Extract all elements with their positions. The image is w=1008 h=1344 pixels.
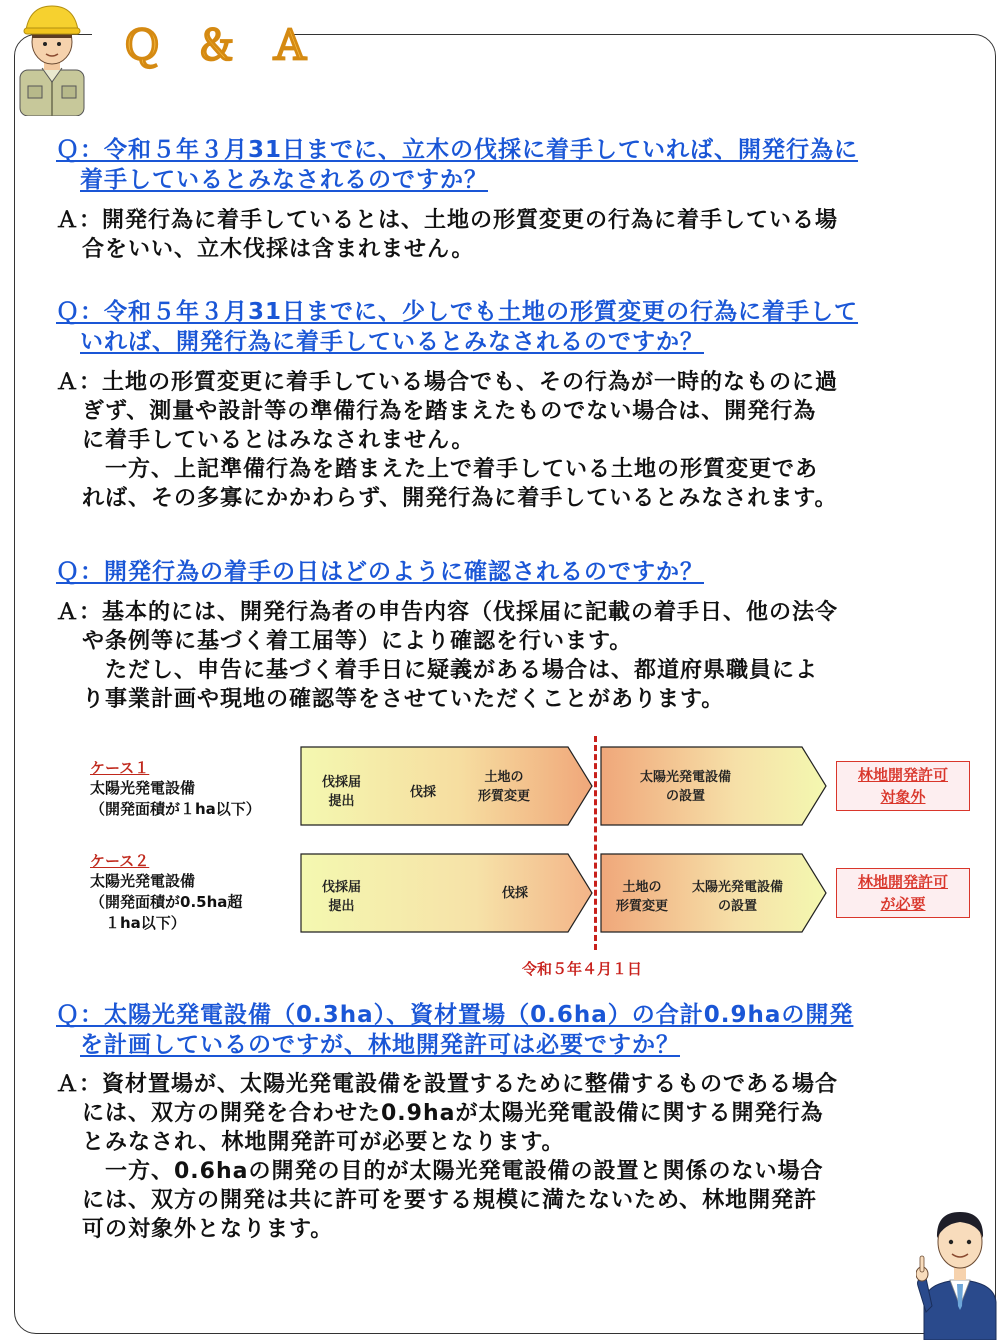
step-solar-install: 太陽光発電設備 の設置 — [692, 880, 784, 914]
answer-line: り事業計画や現地の確認等をさせていただくことがあります。 — [82, 687, 725, 712]
businessman-illustration — [916, 1194, 1002, 1340]
question-4 — [56, 1000, 966, 1060]
step-felling-notice: 伐採届 提出 — [322, 880, 362, 914]
question-line: Ｑ：令和５年３月31日までに、立木の伐採に着手していれば、開発行為に — [56, 137, 859, 163]
question-line: を計画しているのですが、林地開発許可は必要ですか？ — [80, 1032, 680, 1058]
case2-label: ケース２ — [90, 852, 150, 870]
answer-line: ぎず、測量や設計等の準備行為を踏まえたものでない場合は、開発行為 — [82, 399, 817, 424]
result-line: が必要 — [880, 895, 926, 913]
answer-line: Ａ：基本的には、開発行為者の申告内容（伐採届に記載の着手日、他の法令 — [56, 600, 839, 625]
answer-2 — [56, 368, 966, 513]
cutoff-date-label: 令和５年４月１日 — [522, 960, 643, 978]
step-felling: 伐採 — [410, 785, 437, 800]
step-land-alteration: 土地の 形質変更 — [616, 880, 669, 914]
case-desc-line: １ha以下） — [90, 914, 186, 932]
case1-description — [90, 778, 261, 820]
page-title: Ｑ ＆ Ａ — [122, 23, 320, 69]
answer-line: には、双方の開発を合わせた0.9haが太陽光発電設備に関する開発行為 — [82, 1101, 824, 1126]
answer-line: ただし、申告に基づく着手日に疑義がある場合は、都道府県職員によ — [82, 658, 819, 683]
question-2 — [56, 297, 966, 357]
result-line: 対象外 — [880, 788, 926, 806]
case1-result-badge — [836, 761, 970, 811]
question-line: Ｑ：太陽光発電設備（0.3ha）、資材置場（0.6ha）の合計0.9haの開発 — [56, 1002, 854, 1028]
answer-3 — [56, 598, 966, 714]
answer-line: とみなされ、林地開発許可が必要となります。 — [82, 1130, 565, 1155]
case-desc-line: 太陽光発電設備 — [90, 779, 196, 797]
answer-4 — [56, 1070, 966, 1244]
answer-line: Ａ：開発行為に着手しているとは、土地の形質変更の行為に着手している場 — [56, 208, 839, 233]
answer-line: に着手しているとはみなされません。 — [82, 428, 475, 453]
answer-line: 一方、上記準備行為を踏まえた上で着手している土地の形質変更であ — [82, 457, 819, 482]
step-felling: 伐採 — [502, 886, 529, 901]
worker-illustration — [16, 4, 88, 116]
result-line: 林地開発許可 — [857, 873, 948, 891]
case2-description — [90, 871, 242, 934]
question-3 — [56, 557, 966, 587]
answer-line: 一方、0.6haの開発の目的が太陽光発電設備の設置と関係のない場合 — [82, 1159, 824, 1184]
answer-line: Ａ：資材置場が、太陽光発電設備を設置するために整備するものである場合 — [56, 1072, 839, 1097]
case1-label: ケース１ — [90, 759, 150, 777]
case-desc-line: （開発面積が0.5ha超 — [90, 893, 243, 911]
step-felling-notice: 伐採届 提出 — [322, 775, 362, 809]
cutoff-date-line — [594, 736, 597, 950]
question-line: Ｑ：令和５年３月31日までに、少しでも土地の形質変更の行為に着手して — [56, 299, 859, 325]
answer-line: れば、その多寡にかかわらず、開発行為に着手しているとみなされます。 — [82, 486, 838, 511]
case2-result-badge — [836, 868, 970, 918]
result-line: 林地開発許可 — [857, 766, 948, 784]
step-solar-install: 太陽光発電設備 の設置 — [640, 770, 732, 804]
case-desc-line: 太陽光発電設備 — [90, 872, 196, 890]
step-land-alteration: 土地の 形質変更 — [478, 770, 531, 804]
answer-line: Ａ：土地の形質変更に着手している場合でも、その行為が一時的なものに過 — [56, 370, 839, 395]
answer-1 — [56, 206, 966, 264]
question-1 — [56, 135, 966, 195]
answer-line: には、双方の開発は共に許可を要する規模に満たないため、林地開発許 — [82, 1188, 818, 1213]
case-desc-line: （開発面積が１ha以下） — [90, 800, 261, 818]
question-line: いれば、開発行為に着手しているとみなされるのですか？ — [80, 329, 704, 355]
answer-line: や条例等に基づく着工届等）により確認を行います。 — [82, 629, 633, 654]
answer-line: 合をいい、立木伐採は含まれません。 — [82, 237, 475, 262]
question-line: Ｑ：開発行為の着手の日はどのように確認されるのですか？ — [56, 559, 704, 585]
answer-line: 可の対象外となります。 — [82, 1217, 334, 1242]
question-line: 着手しているとみなされるのですか？ — [80, 167, 488, 193]
